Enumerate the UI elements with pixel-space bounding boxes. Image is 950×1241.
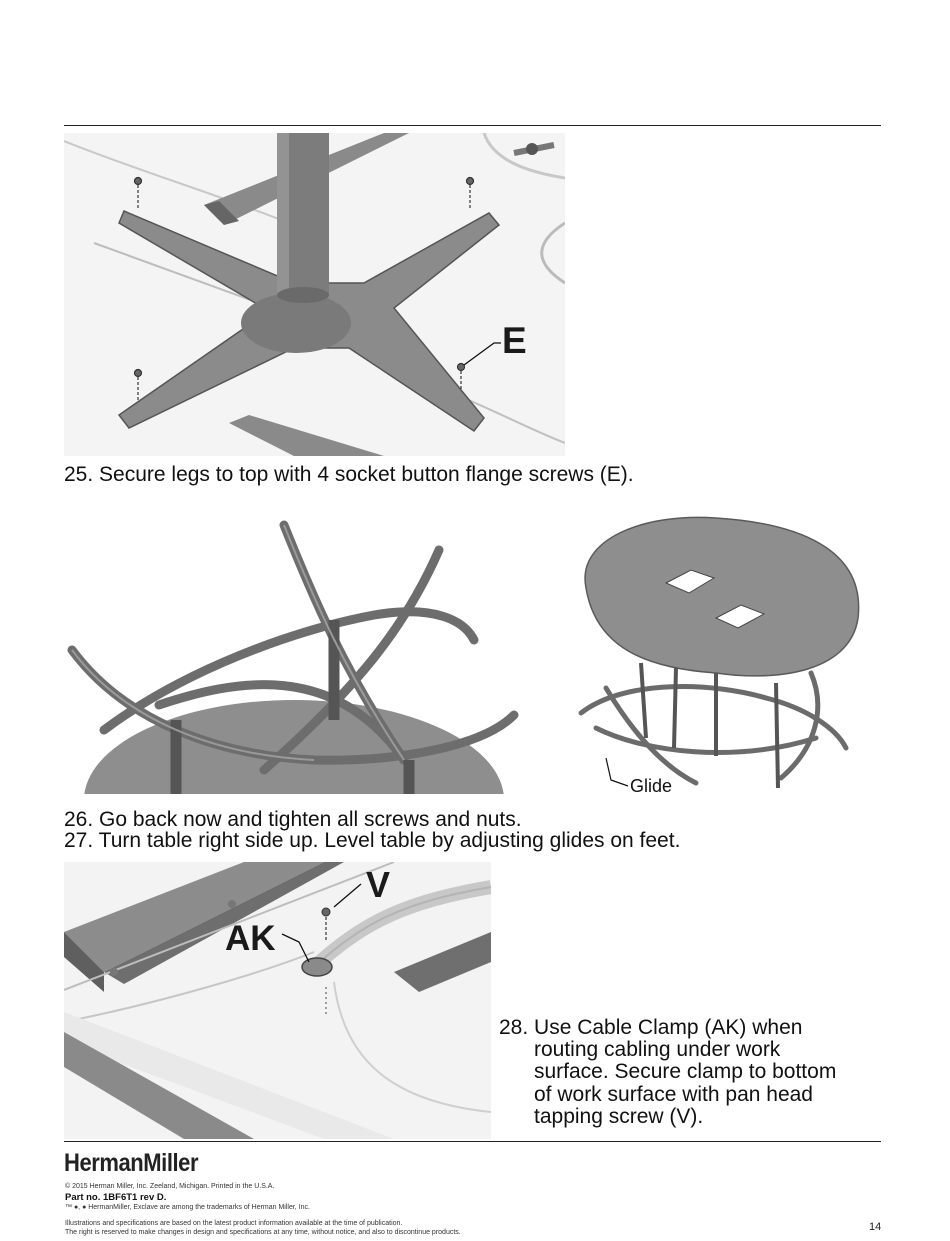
step-28-line-3: surface. Secure clamp to bottom bbox=[534, 1060, 837, 1083]
page-number: 14 bbox=[869, 1221, 882, 1233]
step-28-line-4: of work surface with pan head bbox=[534, 1083, 813, 1106]
figure-base-screws bbox=[64, 133, 565, 456]
step-28-line-5: tapping screw (V). bbox=[534, 1105, 704, 1128]
step-28-line-1: 28. Use Cable Clamp (AK) when bbox=[499, 1016, 803, 1039]
callout-ak: AK bbox=[225, 919, 276, 958]
step-26-text: 26. Go back now and tighten all screws and nuts. bbox=[64, 808, 522, 831]
callout-v: V bbox=[366, 864, 391, 905]
bottom-rule bbox=[64, 1141, 881, 1142]
figure-frame-upside-down bbox=[64, 520, 542, 794]
figure-table-upright bbox=[566, 508, 866, 794]
part-number: Part no. 1BF6T1 rev D. bbox=[65, 1192, 167, 1203]
disclaimer-line-1: Illustrations and specifications are based on the latest product information available at the time of publication. bbox=[65, 1220, 403, 1227]
figure-cable-clamp bbox=[64, 862, 491, 1139]
step-28-line-2: routing cabling under work bbox=[534, 1038, 781, 1061]
copyright-text: © 2015 Herman Miller, Inc. Zeeland, Michigan. Printed in the U.S.A. bbox=[65, 1183, 275, 1190]
step-25-text: 25. Secure legs to top with 4 socket button flange screws (E). bbox=[64, 463, 634, 486]
herman-miller-logo: HermanMiller bbox=[64, 1149, 199, 1177]
disclaimer-line-2: The right is reserved to make changes in design and specifications at any time, without notice, and also to discontinue products. bbox=[65, 1229, 461, 1236]
top-rule bbox=[64, 125, 881, 126]
callout-e: E bbox=[502, 320, 527, 361]
callout-glide: Glide bbox=[630, 776, 673, 796]
trademark-text: ™ ●, ● HermanMiller, Exclave are among the trademarks of Herman Miller, Inc. bbox=[65, 1204, 310, 1211]
step-27-text: 27. Turn table right side up. Level table by adjusting glides on feet. bbox=[64, 829, 681, 852]
